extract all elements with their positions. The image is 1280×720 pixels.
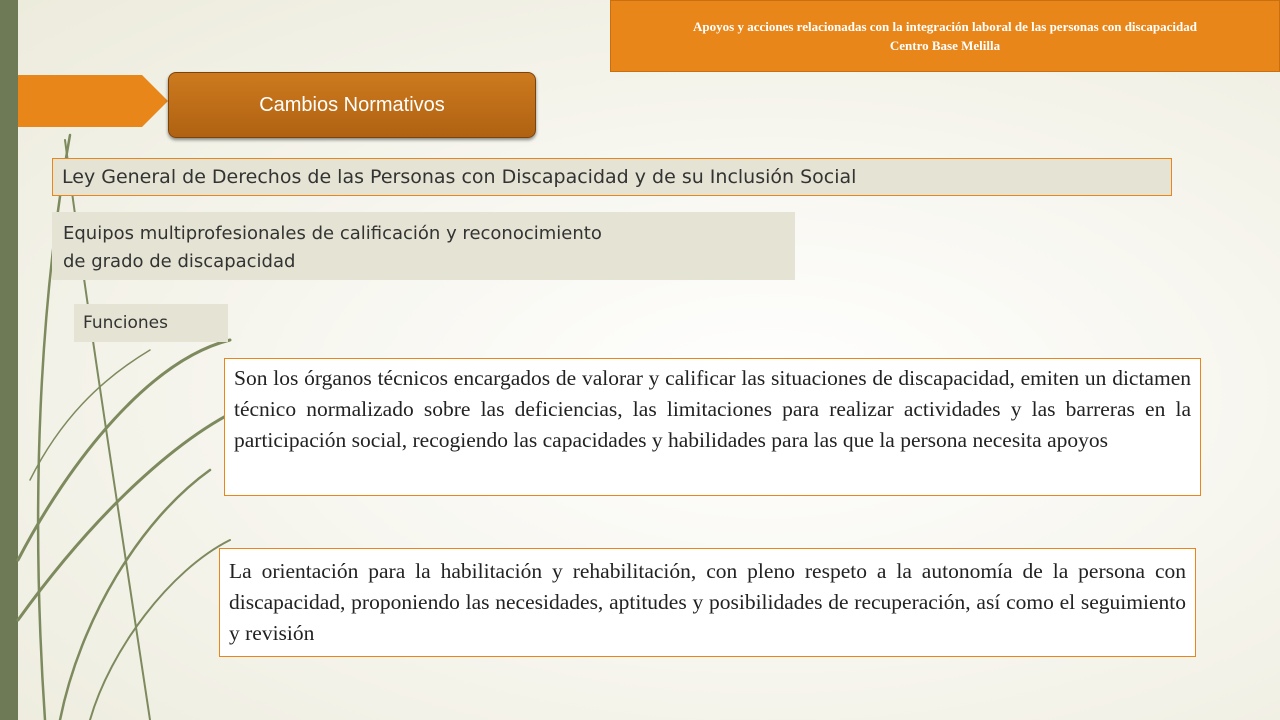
presentation-header [610,0,1280,72]
section-title-pill [168,72,536,138]
law-title-box [52,158,1172,196]
equipos-line-2: de grado de discapacidad [63,251,296,272]
header-title: Apoyos y acciones relacionadas con la integración laboral de las personas con discapacidad [693,19,1197,34]
funciones-label: Funciones [83,313,168,333]
equipos-line-1: Equipos multiprofesionales de calificación y reconocimiento [63,223,602,244]
orange-arrow-tab [18,75,168,127]
law-title: Ley General de Derechos de las Personas con Discapacidad y de su Inclusión Social [62,166,857,188]
functions-paragraph-2: La orientación para la habilitación y rehabilitación, con pleno respeto a la autonomía de la persona con discapacidad, proponiendo las necesidades, aptitudes y posibilidades de recuperación, así como el seguimiento y revisión [219,548,1196,657]
equipos-box [52,212,795,280]
functions-paragraph-1: Son los órganos técnicos encargados de valorar y calificar las situaciones de discapacidad, emiten un dictamen técnico normalizado sobre las deficiencias, las limitaciones para realizar actividades y las barreras en la participación social, recogiendo las capacidades y habilidades para las que la persona necesita apoyos [224,358,1201,496]
funciones-label-box [74,304,228,342]
section-title: Cambios Normativos [259,93,445,116]
header-subtitle: Centro Base Melilla [889,38,1001,53]
